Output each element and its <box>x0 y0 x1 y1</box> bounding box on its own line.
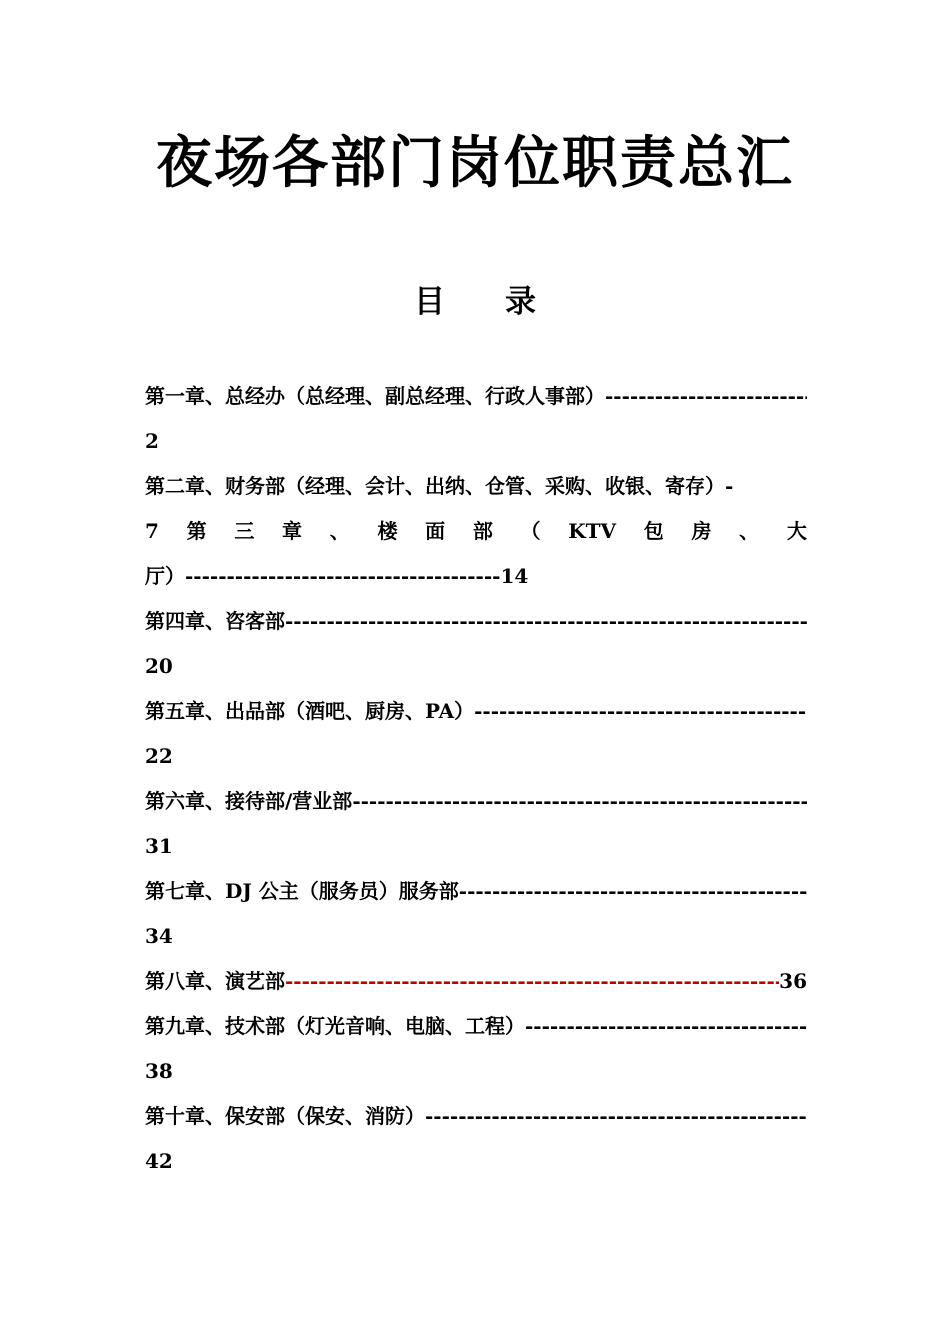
toc-page-number: 22 <box>145 744 173 768</box>
toc-page-number: 2 <box>145 429 159 453</box>
toc-ch3-part: 包 <box>643 519 664 543</box>
toc-leader <box>525 1004 807 1049</box>
toc-page-number: 42 <box>145 1149 173 1173</box>
toc-page-number: 36 <box>779 969 807 993</box>
table-of-contents <box>145 374 807 1184</box>
toc-entry-text: 第八章、演艺部 <box>145 969 285 993</box>
toc-entry-ch5-page-line <box>145 734 807 779</box>
toc-heading-left: 目 <box>414 284 445 320</box>
toc-heading-right: 录 <box>505 284 536 320</box>
toc-entry-ch1[interactable] <box>145 374 807 419</box>
toc-ch3-part: KTV <box>568 519 617 543</box>
toc-ch3-part: （ <box>520 519 541 543</box>
toc-leader <box>459 869 807 914</box>
toc-leader <box>285 599 807 644</box>
toc-entry-ch6[interactable] <box>145 779 807 824</box>
toc-page-number: 14 <box>500 564 529 588</box>
toc-entry-ch10[interactable] <box>145 1094 807 1139</box>
toc-entry-ch5[interactable] <box>145 689 807 734</box>
toc-ch3-part: 、 <box>329 519 350 543</box>
toc-page-number: 38 <box>145 1059 173 1083</box>
toc-entry-text: 第九章、技术部（灯光音响、电脑、工程） <box>145 1014 525 1038</box>
toc-heading <box>0 280 950 324</box>
toc-ch3-part: 第 <box>186 519 207 543</box>
toc-entry-text: 厅） <box>145 564 185 588</box>
toc-entry-ch3[interactable] <box>145 509 807 554</box>
document-title: 夜场各部门岗位职责总汇 <box>156 130 794 196</box>
toc-entry-ch9-page-line <box>145 1049 807 1094</box>
toc-ch3-part: 三 <box>234 519 255 543</box>
toc-leader <box>605 374 807 419</box>
toc-ch3-part: 房 <box>691 519 712 543</box>
toc-page-number: 7 <box>145 519 159 543</box>
toc-entry-ch8[interactable] <box>145 959 807 1004</box>
toc-entry-text: 第二章、财务部（经理、会计、出纳、仓管、采购、收银、寄存）- <box>145 474 734 498</box>
toc-ch3-part: 楼 <box>377 519 398 543</box>
toc-entry-text: 第一章、总经办（总经理、副总经理、行政人事部） <box>145 384 605 408</box>
toc-entry-text: 第五章、出品部（酒吧、厨房、PA） <box>145 699 475 723</box>
toc-entry-ch3-tail <box>145 554 807 599</box>
toc-ch3-part: 、 <box>739 519 760 543</box>
toc-leader: -------------------------------------- <box>185 564 501 588</box>
toc-entry-ch1-page-line <box>145 419 807 464</box>
toc-leader <box>474 689 807 734</box>
toc-entry-text: 第七章、DJ 公主（服务员）服务部 <box>145 879 459 903</box>
toc-ch3-part: 部 <box>472 519 493 543</box>
toc-page-number: 20 <box>145 654 173 678</box>
toc-leader <box>285 959 779 1004</box>
toc-entry-ch9[interactable] <box>145 1004 807 1049</box>
toc-entry-text: 第十章、保安部（保安、消防） <box>145 1104 425 1128</box>
toc-entry-text: 第六章、接待部/营业部 <box>145 789 353 813</box>
toc-leader <box>425 1094 807 1139</box>
toc-page-number: 31 <box>145 834 173 858</box>
toc-entry-ch7-page-line <box>145 914 807 959</box>
toc-leader <box>352 779 807 824</box>
toc-entry-ch2[interactable] <box>145 464 807 509</box>
toc-entry-ch7[interactable] <box>145 869 807 914</box>
toc-page-number: 34 <box>145 924 173 948</box>
toc-ch3-part: 章 <box>282 519 303 543</box>
toc-ch3-part: 面 <box>425 519 446 543</box>
toc-entry-ch4-page-line <box>145 644 807 689</box>
toc-entry-ch4[interactable] <box>145 599 807 644</box>
toc-ch3-part: 大 <box>786 519 807 543</box>
toc-entry-ch6-page-line <box>145 824 807 869</box>
toc-entry-ch10-page-line <box>145 1139 807 1184</box>
toc-entry-text: 第四章、咨客部 <box>145 609 285 633</box>
